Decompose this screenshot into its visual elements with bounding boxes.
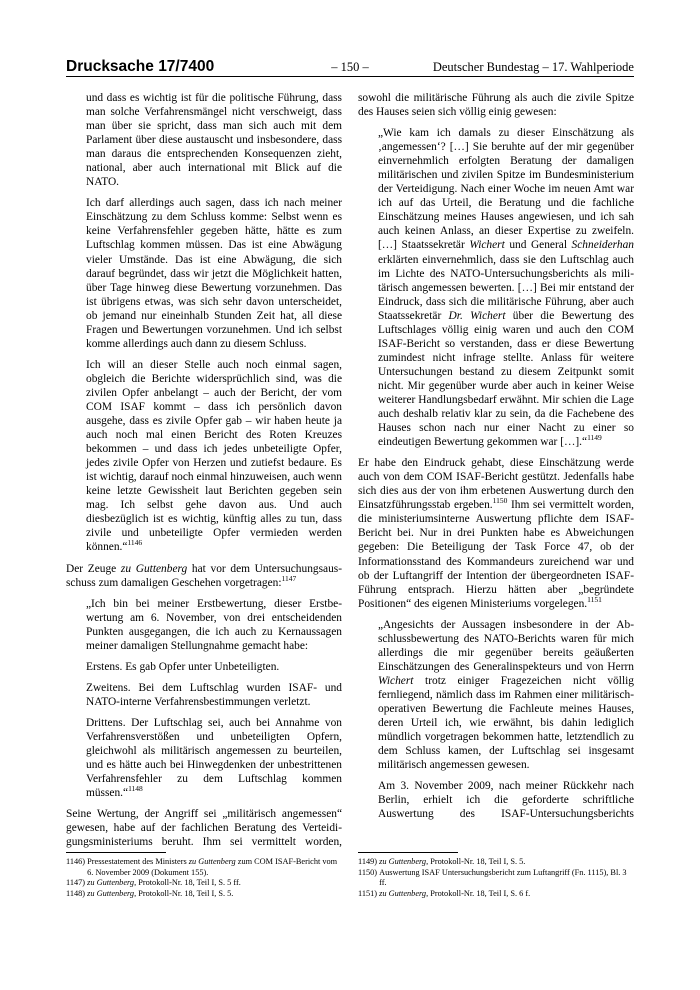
footnote-ref: 1146 (127, 538, 143, 548)
footnote-divider (358, 852, 458, 853)
person-name: Wichert (378, 674, 414, 687)
header-divider (66, 76, 634, 77)
footnote: 1146) Pressestatement des Ministers zu Guttenberg zum COM ISAF-Bericht vom 6. November 2009 (Dokument 155). (66, 857, 338, 877)
footnote-ref: 1149 (587, 433, 602, 443)
publisher: Deutscher Bundestag – 17. Wahlperiode (432, 60, 634, 74)
person-name: Dr. Wichert (448, 309, 506, 322)
quote-paragraph: „Angesichts der Aussagen insbesondere in der Abschlussbewertung des NATO-Berichts waren für mich allerdings die mir gegenüber bereits geäußerten Einschätzungen des Generalinspekteurs und von Herrn Wichert trotz einiger Fragezeichen nicht völlig fernliegend, nämlich dass im Rahmen einer militärisch-operativen Bewertung die Fachleute meines Hauses, deren Urteil ich, wie erwähnt, bis dahin lediglich mündlich vorgetragen bekommen hatte, letztendlich zu dem Schluss kamen, der Luftschlag sei insgesamt militärisch angemessen gewesen. (378, 618, 634, 772)
paragraph: Ich will an dieser Stelle auch noch einmal sagen, obgleich die Berichte widersprüchlich sind, was die zivilen Opfer anbelangt – auch der Bericht, der vom COM ISAF kommt – dass ich persönlich davon ausgehe, dass es zivile Opfer gab – wir haben heute ja auch noch mal einen Bericht des Roten Kreuzes bekommen – und dass ich jedes unbeteiligte Opfer, jedes zivile Opfer von Herzen und zutiefst bedaure. Es ist wichtig, darauf noch einmal hinzuweisen, auch wenn keine letzte Gewissheit laut Berichten gegeben sein mag. Ich selbst gehe davon aus. Und auch diesbezüglich ist es wichtig, künftig alles zu tun, dass zivile und unbeteiligte Opfer vermieden werden können.“$^{1146}$ (86, 358, 342, 554)
footnotes-left (66, 857, 342, 899)
paragraph: Er habe den Eindruck gehabt, diese Einschätzung werde auch von dem COM ISAF-Bericht gestützt. Jedenfalls habe sich dies aus der von ihm erbetenen Auswertung durch den Einsatzführungsstab ergeben.$^{1150}$ Ihm sei vermittelt worden, die ministeriumsinterne Auswertung pflichte dem ISAF-Bericht bei. Nur in drei Punkten habe es Abweichungen gegeben: Die Beteiligung der Task Force 47, ob der Informationsstand des Kommandeurs zureichend war und ob der Luftangriff der Intention der übergeordneten ISAF-Führung entsprach. Hierzu hätten aber „begründete Positionen“ des eigenen Ministeriums vorgelegen.$^{1151}$ (358, 457, 634, 610)
right-column (358, 91, 634, 828)
footnotes-right (358, 857, 634, 899)
footnote-divider (66, 852, 166, 853)
person-name: zu Guttenberg (120, 562, 188, 575)
left-column (66, 91, 342, 856)
footnote: 1150) Auswertung ISAF Untersuchungsbericht zum Luftangriff (Fn. 1115), Bl. 3 ff. (358, 867, 627, 888)
footnote: 1147) zu Guttenberg, Protokoll-Nr. 18, Teil I, S. 5 ff. (66, 878, 241, 888)
footnote-ref: 1147 (281, 573, 297, 583)
person-name: Schneiderhan (571, 239, 634, 252)
paragraph: Der Zeuge zu Guttenberg hat vor dem Untersuchungsausschuss zum damaligen Geschehen vorgetragen:$^{1147}$ (66, 562, 342, 589)
quote-paragraph: Erstens. Es gab Opfer unter Unbeteiligten. (86, 660, 280, 673)
page-number: – 150 – (331, 60, 369, 74)
quote-paragraph: „Wie kam ich damals zu dieser Einschätzung als ‚angemessen‘? […] Sie beruhte auf der mir gegenüber einvernehmlich erfolgten Beratung der damaligen militärischen und zivilen Spitze im Bundesministerium der Verteidigung. Nach einer Woche im neuen Amt war ich auf das Urteil, die Beratung und die fachliche Einschätzung meines Hauses angewiesen, und ich sah auch keinen Anlass, an dieser Expertise zu zweifeln. […] Staatssekretär Wichert und General Schneiderhan erklärten einvernehmlich, dass sie den Luftschlag auch im Lichte des NATO-Untersuchungsberichts als militärisch angemessen bewerten. […] Bei mir entstand der Eindruck, dass sich die militärische Führung, aber auch Staatssekretär Dr. Wichert über die Bewertung des Luftschlages völlig einig waren und auch den COM ISAF-Bericht so verstanden, dass er diese Bewertung zumindest nicht infrage stellte. Anlass für weitere Untersuchungen bestand zu diesem Zeitpunkt somit nicht. Mir gegenüber wurde aber auch in keiner Weise weiterer Handlungsbedarf erwähnt. Mir schien die Lage auch deshalb relativ klar zu sein, da die Fachebene des Hauses schon nach nur einer Nacht zu einer so eindeutigen Bewertung gekommen war […].“$^{1149}$ (378, 127, 634, 449)
quote-paragraph: Am 3. November 2009, nach meiner Rückkehr nach Berlin, erhielt ich die geforderte schriftliche Auswertung des ISAF-Untersuchungsberichts (378, 780, 634, 821)
footnote-ref: 1148 (128, 784, 143, 794)
paragraph: Ich darf allerdings auch sagen, dass ich nach meiner Einschätzung zu dem Schluss komme: Selbst wenn es keine Verfahrensfehler gegeben hätte, hätte es zum Luftschlag kommen müssen. Das ist eine Abwägung vieler Umstände. Das ist eine Abwägung, die sich darauf begründet, dass wir jetzt die Möglichkeit hatten, über Tage hinweg diese Bewertung vorzunehmen. Das ist übrigens etwas, was sich sehr davon unterscheidet, ob jemand nur eineinhalb Stunden Zeit hat, all diese Fragen und Bewertungen vorzunehmen. Und ich selbst komme allerdings auch dann zu diesem Schluss. (86, 197, 342, 350)
paragraph: und dass es wichtig ist für die politische Führung, dass man solche Verfahrensmängel nicht verschweigt, dass man über sie spricht, dass man sich auch mit dem Parlament über diese austauscht und insbesondere, dass man daraus die entsprechenden Konsequenzen zieht, national, aber auch international mit Blick auf die NATO. (86, 92, 342, 189)
footnote: 1148) zu Guttenberg, Protokoll-Nr. 18, Teil I, S. 5. (66, 888, 234, 898)
quote-paragraph: Zweitens. Bei dem Luftschlag wurden ISAF- und NATO-interne Verfahrensbestimmungen verletzt. (86, 681, 342, 708)
person-name: Wichert (469, 239, 505, 252)
footnote: 1149) zu Guttenberg, Protokoll-Nr. 18, Teil I, S. 5. (358, 857, 526, 866)
quote-paragraph: Drittens. Der Luftschlag sei, auch bei Annahme von Verfahrensverstößen und unbeteiligten Opfern, gleichwohl als militärisch angemessen zu beurteilen, und es hätte auch bei Hinwegdenken der unbestrittenen Verfahrensfehler zu dem Luftschlag kommen müssen.“$^{1148}$ (86, 716, 342, 800)
quote-paragraph: „Ich bin bei meiner Erstbewertung, dieser Erstbewertung am 6. November, von drei entscheidenden Punkten ausgegangen, die ich auch zu Kernaussagen meiner damaligen Stellungnahme gemacht habe: (86, 597, 342, 652)
document-number: Drucksache 17/7400 (66, 58, 215, 75)
paragraph: sowohl die militärische Führung als auch die zivile Spitze des Hauses seien sich völlig einig gewesen: (358, 92, 634, 119)
footnote-ref: 1151 (587, 594, 602, 604)
page-header (66, 58, 634, 76)
paragraph: Seine Wertung, der Angriff sei „militärisch angemessen“ gewesen, habe auf der fachlichen Beratung des Verteidigungsministeriums beruht. Ihm sei vermittelt worden, (66, 808, 342, 849)
footnote: 1151) zu Guttenberg, Protokoll-Nr. 18, Teil I, S. 6 f. (358, 888, 531, 898)
footnote-ref: 1150 (492, 496, 508, 506)
